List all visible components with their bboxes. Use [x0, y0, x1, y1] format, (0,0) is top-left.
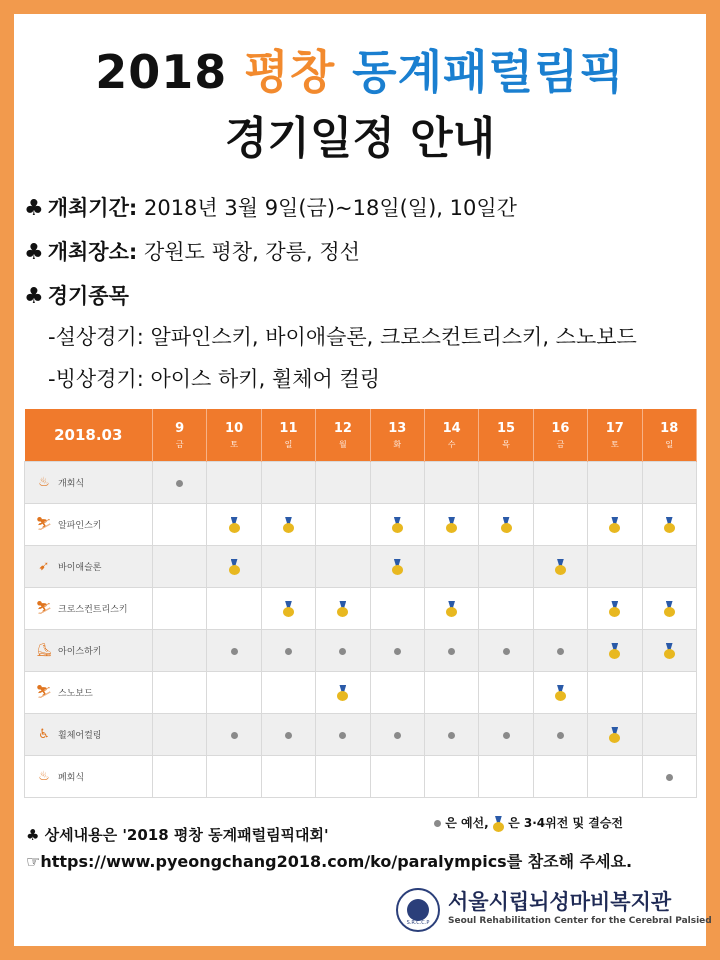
schedule-cell [642, 588, 696, 630]
day-header [424, 409, 478, 462]
org-logo [396, 886, 712, 936]
schedule-cell [588, 462, 642, 504]
table-row [25, 504, 697, 546]
ice-events: -빙상경기: 아이스 하키, 휠체어 컬링 [48, 367, 381, 391]
org-name-ko: 서울시립뇌성마비복지관 [448, 890, 672, 914]
prelim-dot-icon [231, 648, 238, 655]
ice-hockey-icon: ⛸ [35, 643, 53, 658]
schedule-cell [533, 756, 587, 798]
schedule-cell [424, 588, 478, 630]
prelim-dot-icon [394, 648, 401, 655]
schedule-cell [370, 714, 424, 756]
medal-icon [337, 685, 348, 701]
prelim-dot-icon [285, 648, 292, 655]
schedule-cell [479, 588, 533, 630]
prelim-dot-icon [557, 732, 564, 739]
schedule-cell [642, 462, 696, 504]
schedule-cell [261, 588, 315, 630]
schedule-cell [533, 462, 587, 504]
day-date: 11 [279, 420, 298, 436]
schedule-cell [642, 714, 696, 756]
day-date: 16 [551, 420, 570, 436]
schedule-cell [424, 714, 478, 756]
schedule-cell [588, 756, 642, 798]
schedule-cell [479, 672, 533, 714]
table-row [25, 588, 697, 630]
schedule-cell [533, 546, 587, 588]
medal-icon [609, 517, 620, 533]
day-weekday: 금 [556, 439, 565, 449]
schedule-cell [424, 546, 478, 588]
schedule-cell [207, 714, 261, 756]
day-header [153, 409, 207, 462]
schedule-cell [424, 462, 478, 504]
schedule-cell [261, 546, 315, 588]
footer-detail: ♣ 상세내용은 '2018 평창 동계패럴림픽대회' [26, 826, 329, 844]
schedule-cell [588, 630, 642, 672]
schedule-cell [588, 714, 642, 756]
poster-page [14, 14, 712, 946]
event-name: 휠체어컬링 [58, 731, 102, 741]
table-row [25, 462, 697, 504]
schedule-cell [153, 588, 207, 630]
table-row [25, 714, 697, 756]
event-name: 알파인스키 [58, 521, 102, 531]
schedule-cell [370, 546, 424, 588]
schedule-cell [479, 630, 533, 672]
schedule-cell [588, 504, 642, 546]
period-value: 2018년 3월 9일(금)~18일(일), 10일간 [143, 196, 517, 220]
day-weekday: 화 [393, 439, 402, 449]
day-header [316, 409, 370, 462]
medal-icon [229, 559, 240, 575]
medal-icon [664, 601, 675, 617]
schedule-cell [153, 462, 207, 504]
medal-icon [609, 727, 620, 743]
schedule-cell [316, 630, 370, 672]
day-date: 10 [225, 420, 244, 436]
day-date: 14 [442, 420, 461, 436]
schedule-cell [316, 672, 370, 714]
prelim-dot-icon [285, 732, 292, 739]
medal-icon [446, 517, 457, 533]
event-cell [25, 756, 153, 798]
schedule-cell [153, 756, 207, 798]
medal-icon [446, 601, 457, 617]
schedule-cell [207, 462, 261, 504]
schedule-cell [153, 672, 207, 714]
prelim-dot-icon [394, 732, 401, 739]
venue-label: 개최장소: [47, 240, 138, 264]
day-header [261, 409, 315, 462]
prelim-dot-icon [557, 648, 564, 655]
schedule-cell [261, 714, 315, 756]
title-line-2: 경기일정 안내 [224, 113, 496, 164]
schedule-cell [316, 504, 370, 546]
schedule-cell [588, 672, 642, 714]
table-row [25, 756, 697, 798]
prelim-dot-icon [339, 648, 346, 655]
events-label: 경기종목 [47, 284, 129, 308]
medal-icon [229, 517, 240, 533]
prelim-dot-icon [503, 732, 510, 739]
event-name: 크로스컨트리스키 [58, 605, 128, 615]
schedule-cell [261, 504, 315, 546]
event-name: 아이스하키 [58, 647, 102, 657]
schedule-cell [642, 504, 696, 546]
schedule-cell [533, 672, 587, 714]
day-header [588, 409, 642, 462]
schedule-cell [479, 714, 533, 756]
schedule-cell [153, 714, 207, 756]
schedule-cell [533, 504, 587, 546]
day-header [533, 409, 587, 462]
medal-icon [555, 559, 566, 575]
table-row [25, 630, 697, 672]
schedule-cell [316, 714, 370, 756]
title-paralympic: 동계패럴림픽 [352, 45, 625, 99]
schedule-cell [207, 588, 261, 630]
day-date: 13 [388, 420, 407, 436]
club-icon: ♣ [24, 196, 44, 221]
period-line [24, 192, 517, 222]
medal-icon [501, 517, 512, 533]
schedule-cell [370, 504, 424, 546]
day-header [370, 409, 424, 462]
medal-icon [493, 816, 504, 832]
schedule-cell [316, 756, 370, 798]
prelim-dot-icon [448, 732, 455, 739]
events-line [24, 280, 129, 310]
schedule-cell [642, 756, 696, 798]
prelim-dot-icon [176, 480, 183, 487]
medal-icon [664, 517, 675, 533]
schedule-table [24, 409, 697, 798]
cross-country-icon: ⛷ [35, 601, 53, 616]
schedule-cell [588, 546, 642, 588]
schedule-cell [261, 672, 315, 714]
schedule-cell [153, 630, 207, 672]
day-header [642, 409, 696, 462]
day-date: 15 [496, 420, 516, 436]
wheelchair-curling-icon: ♿ [38, 727, 50, 742]
table-row [25, 546, 697, 588]
schedule-cell [207, 672, 261, 714]
schedule-cell [533, 714, 587, 756]
legend-dot-text: 은 예선, [445, 816, 489, 830]
day-weekday: 토 [610, 439, 619, 449]
schedule-cell [424, 672, 478, 714]
schedule-cell [370, 588, 424, 630]
event-name: 폐회식 [58, 773, 85, 783]
medal-icon [392, 559, 403, 575]
emblem-icon [396, 888, 440, 932]
schedule-cell [479, 756, 533, 798]
event-name: 개회식 [58, 479, 85, 489]
org-name-en: Seoul Rehabilitation Center for the Cerebral Palsied [448, 916, 712, 926]
schedule-cell [370, 630, 424, 672]
club-icon: ♣ [24, 284, 44, 309]
biathlon-icon: ➹ [38, 559, 50, 574]
title-pyeongchang: 평창 [244, 45, 336, 99]
event-cell [25, 714, 153, 756]
schedule-cell [207, 630, 261, 672]
alpine-ski-icon: ⛷ [35, 517, 53, 532]
prelim-dot-icon [339, 732, 346, 739]
schedule-cell [261, 462, 315, 504]
day-header [207, 409, 261, 462]
legend [434, 814, 623, 832]
schedule-cell [424, 504, 478, 546]
title-year: 2018 [95, 45, 228, 99]
schedule-cell [479, 546, 533, 588]
schedule-cell [642, 546, 696, 588]
medal-icon [555, 685, 566, 701]
schedule-cell [370, 756, 424, 798]
day-date: 17 [605, 420, 624, 436]
title-line-1 [14, 36, 706, 102]
day-weekday: 금 [175, 439, 184, 449]
day-date: 9 [175, 420, 185, 436]
footer-link[interactable]: ☞https://www.pyeongchang2018.com/ko/paralympics를 참조해 주세요. [26, 852, 633, 871]
emblem-text: S.R.C.C.P [406, 920, 430, 926]
schedule-cell [316, 546, 370, 588]
schedule-cell [479, 462, 533, 504]
club-icon: ♣ [24, 240, 44, 265]
month-header: 2018.03 [25, 409, 153, 462]
prelim-dot-icon [503, 648, 510, 655]
torch-icon: ♨ [38, 769, 50, 784]
schedule-cell [642, 672, 696, 714]
schedule-cell [533, 630, 587, 672]
schedule-cell [370, 672, 424, 714]
day-weekday: 월 [339, 439, 347, 449]
day-weekday: 일 [284, 439, 293, 449]
medal-icon [392, 517, 403, 533]
schedule-cell [207, 546, 261, 588]
day-weekday: 목 [502, 439, 510, 449]
medal-icon [337, 601, 348, 617]
event-cell [25, 630, 153, 672]
schedule-cell [207, 756, 261, 798]
schedule-cell [370, 462, 424, 504]
schedule-cell [153, 504, 207, 546]
schedule-table-wrap [24, 409, 696, 805]
schedule-cell [533, 588, 587, 630]
day-weekday: 수 [447, 439, 456, 449]
medal-icon [283, 601, 294, 617]
schedule-cell [261, 756, 315, 798]
event-name: 바이애슬론 [58, 563, 102, 573]
legend-medal-text: 은 3·4위전 및 결승전 [508, 816, 624, 830]
event-cell [25, 546, 153, 588]
prelim-dot-icon [448, 648, 455, 655]
schedule-cell [588, 588, 642, 630]
prelim-dot-icon [434, 820, 441, 827]
event-cell [25, 504, 153, 546]
day-weekday: 일 [665, 439, 674, 449]
event-cell [25, 672, 153, 714]
venue-line [24, 236, 360, 266]
medal-icon [609, 643, 620, 659]
schedule-cell [207, 504, 261, 546]
snow-events: -설상경기: 알파인스키, 바이애슬론, 크로스컨트리스키, 스노보드 [48, 325, 637, 349]
schedule-cell [424, 630, 478, 672]
schedule-cell [316, 588, 370, 630]
schedule-cell [261, 630, 315, 672]
schedule-cell [153, 546, 207, 588]
event-cell [25, 462, 153, 504]
schedule-cell [424, 756, 478, 798]
torch-icon: ♨ [38, 475, 50, 490]
snowboard-icon: ⛷ [35, 685, 53, 700]
schedule-header-row [25, 409, 697, 462]
prelim-dot-icon [231, 732, 238, 739]
medal-icon [283, 517, 294, 533]
schedule-cell [642, 630, 696, 672]
day-date: 18 [660, 420, 679, 436]
schedule-cell [316, 462, 370, 504]
day-date: 12 [333, 420, 352, 436]
day-weekday: 토 [230, 439, 238, 449]
table-row [25, 672, 697, 714]
venue-value: 강원도 평창, 강릉, 정선 [143, 240, 360, 264]
medal-icon [609, 601, 620, 617]
prelim-dot-icon [666, 774, 673, 781]
day-header [479, 409, 533, 462]
schedule-cell [479, 504, 533, 546]
event-cell [25, 588, 153, 630]
event-name: 스노보드 [58, 689, 93, 699]
period-label: 개최기간: [47, 196, 138, 220]
medal-icon [664, 643, 675, 659]
